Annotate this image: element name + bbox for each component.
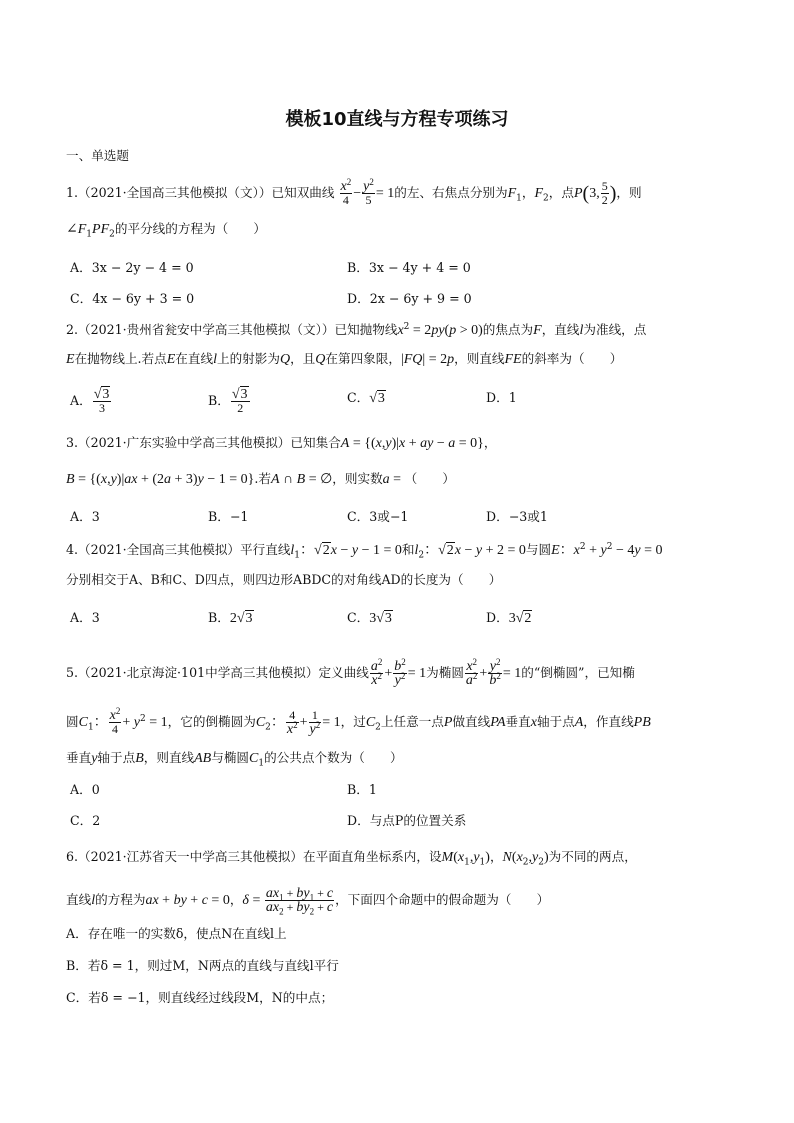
question-3-line-2: B = {(x,y)|ax + (2a + 3)y − 1 = 0}.若A ∩ B = ∅，则实数a = （ ） <box>66 471 455 487</box>
math-fraction: $\frac{x^2}{4}$ <box>109 706 121 736</box>
math-fraction: $\frac{ax_1 + by_1 + c}{ax_2 + by_2 + c}$ <box>265 886 334 917</box>
math-fraction: $\frac{y^2}{b^2}$ <box>489 657 501 688</box>
question-4-option-d[interactable]: D．3√2 <box>486 610 532 626</box>
question-3-option-a[interactable]: A．3 <box>70 509 100 524</box>
question-3-line-1: 3.（2021·广东实验中学高三其他模拟）已知集合A = {(x,y)|x + ay − a = 0}， <box>66 435 497 451</box>
question-2-line-2: E在抛物线上.若点E在直线l上的射影为Q，且Q在第四象限，|FQ| = 2p，则直线FE的斜率为（ ） <box>66 351 623 367</box>
question-4-option-c[interactable]: C．3√3 <box>347 610 392 626</box>
math-fraction: $\frac{a^2}{x^2}$ <box>370 657 383 688</box>
math-fraction: $\frac{5}{2}$ <box>601 179 608 207</box>
question-1-line-1: 1.（2021·全国高三其他模拟（文））已知双曲线 $\frac{x^2}{4}$ − $\frac{y^2}{5}$ = 1的左、右焦点分别为$F_1$，$F_2$，点P(3, $\frac{5}{2}$ )，则 <box>66 177 642 207</box>
math-fraction: $\frac{y^2}{5}$ <box>363 177 374 207</box>
question-1-source: （2021·全国高三其他模拟（文）） <box>78 185 272 200</box>
question-5-option-d[interactable]: D．与点P的位置关系 <box>347 813 467 828</box>
question-5-line-1: 5.（2021·北京海淀·101中学高三其他模拟）定义曲线 $\frac{a^2}{x^2}$ + $\frac{b^2}{y^2}$ = 1为椭圆 $\frac{x^2}{a^2}$ + $\frac{y^2}{b^2}$ = 1的“倒椭圆”，已知椭 <box>66 657 635 688</box>
question-2-option-b[interactable]: B． $\frac{√3}{2}$ <box>208 387 248 415</box>
question-1-option-b[interactable]: B．3x − 4y + 4 = 0 <box>347 260 471 275</box>
question-2-option-c[interactable]: C．√3 <box>347 390 385 406</box>
question-3-option-d[interactable]: D．−3或1 <box>486 509 548 524</box>
question-2-option-a[interactable]: A． $\frac{√3}{3}$ <box>70 387 110 415</box>
page-title: 模板10直线与方程专项练习 <box>285 109 509 130</box>
math-fraction: $\frac{x^2}{4}$ <box>340 177 352 207</box>
question-6-option-a[interactable]: A．存在唯一的实数δ，使点N在直线l上 <box>66 926 287 941</box>
question-2-line-1: 2.（2021·贵州省瓮安中学高三其他模拟（文））已知抛物线$x^2 = 2py(p > 0)$的焦点为F，直线l为准线，点 <box>66 321 647 338</box>
question-5-line-2: 圆$C_1$： $\frac{x^2}{4}$ + $y^2 = 1$，它的倒椭圆为$C_2$： $\frac{4}{x^2}$ + $\frac{1}{y^2}$ = 1，过$C_2$上任意一点P做直线PA垂直x轴于点A，作直线PB <box>66 706 651 737</box>
question-2-option-d[interactable]: D．1 <box>486 390 517 405</box>
question-5-option-a[interactable]: A．0 <box>70 782 100 797</box>
question-1-option-a[interactable]: A．3x − 2y − 4 = 0 <box>70 260 194 275</box>
question-1-option-c[interactable]: C．4x − 6y + 3 = 0 <box>70 291 195 306</box>
math-fraction: $\frac{4}{x^2}$ <box>286 708 298 737</box>
question-5-option-c[interactable]: C．2 <box>70 813 101 828</box>
question-1-line-2: $\angle F_1PF_2$的平分线的方程为（ ） <box>66 221 266 240</box>
question-4-option-b[interactable]: B．2√3 <box>208 610 253 626</box>
question-5-line-3: 垂直y轴于点B，则直线AB与椭圆$C_1$的公共点个数为（ ） <box>66 750 403 769</box>
question-6-line-2: 直线l的方程为ax + by + c = 0，δ = $\frac{ax_1 + by_1 + c}{ax_2 + by_2 + c}$ ，下面四个命题中的假命题为（ ） <box>66 886 550 917</box>
question-3-option-b[interactable]: B．−1 <box>208 509 249 524</box>
question-1-option-d[interactable]: D．2x − 6y + 9 = 0 <box>347 291 472 306</box>
question-6-option-c[interactable]: C．若δ = −1，则直线经过线段M，N的中点； <box>66 990 334 1005</box>
question-5-option-b[interactable]: B．1 <box>347 782 377 797</box>
question-6-line-1: 6.（2021·江苏省天一中学高三其他模拟）在平面直角坐标系内，设$M(x_1,y_1)$，$N(x_2,y_2)$为不同的两点， <box>66 849 637 868</box>
question-4-line-2: 分别相交于A、B和C、D四点，则四边形ABDC的对角线AD的长度为（ ） <box>66 572 502 587</box>
math-fraction: $\frac{b^2}{y^2}$ <box>394 657 406 688</box>
math-fraction: $\frac{1}{y^2}$ <box>309 708 321 737</box>
question-6-option-b[interactable]: B．若δ = 1，则过M，N两点的直线与直线l平行 <box>66 958 339 973</box>
question-4-line-1: 4.（2021·全国高三其他模拟）平行直线$l_1$：√2x − y − 1 = 0和$l_2$：√2x − y + 2 = 0与圆E：$x^2 + y^2 - 4y = 0$ <box>66 541 663 561</box>
question-3-option-c[interactable]: C．3或−1 <box>347 509 409 524</box>
math-fraction: $\frac{√3}{3}$ <box>93 387 110 415</box>
math-fraction: $\frac{x^2}{a^2}$ <box>465 657 478 688</box>
question-1-number: 1. <box>66 185 79 200</box>
section-heading: 一、单选题 <box>66 148 129 163</box>
math-fraction: $\frac{√3}{2}$ <box>231 387 248 415</box>
question-4-option-a[interactable]: A．3 <box>70 610 100 625</box>
